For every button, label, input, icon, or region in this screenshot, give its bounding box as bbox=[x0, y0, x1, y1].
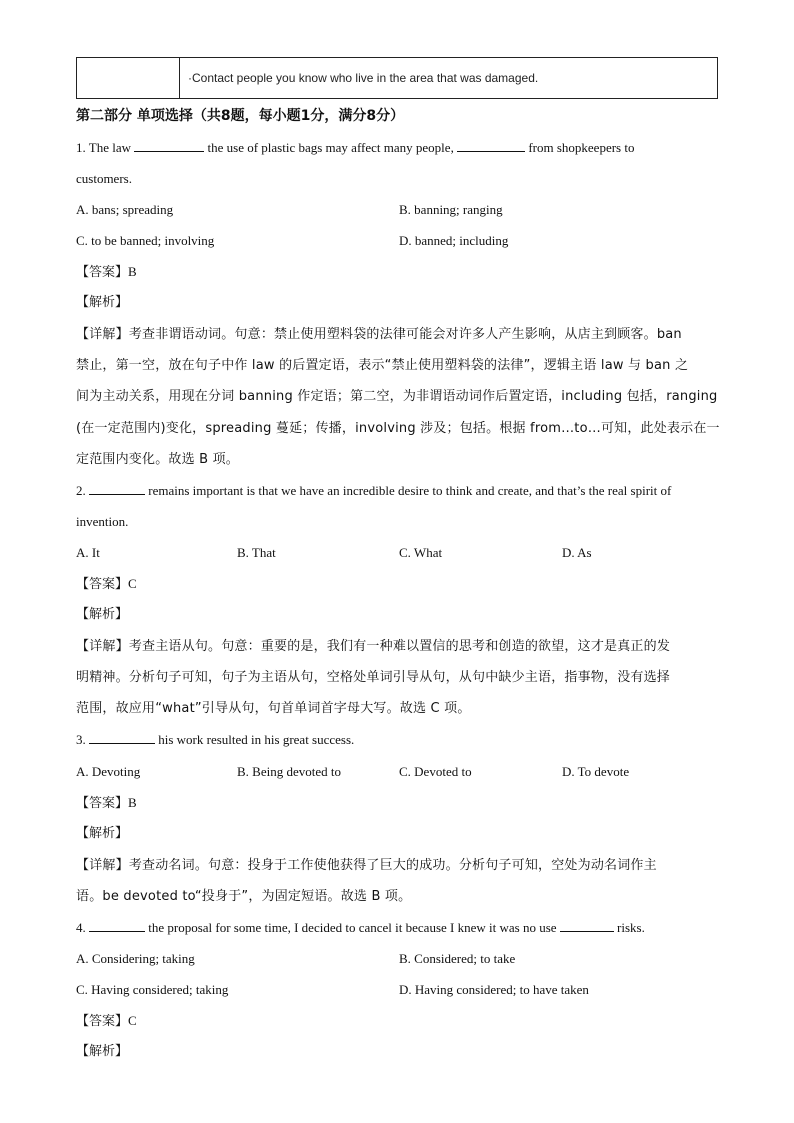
detail-line: 间为主动关系，用现在分词 banning 作定语；第二空，为非谓语动词作后置定语，including 包括，ranging bbox=[76, 389, 718, 404]
table-cell-empty bbox=[77, 58, 180, 98]
answer-blank bbox=[134, 139, 204, 152]
section-title: 第二部分 单项选择（共8题，每小题1分，满分8分） bbox=[76, 108, 405, 124]
option-a: A. Considering; taking bbox=[76, 951, 195, 966]
answer-blank bbox=[457, 139, 525, 152]
question-text: from shopkeepers to bbox=[528, 140, 635, 155]
question-text: risks. bbox=[617, 920, 645, 935]
question-text: The law bbox=[88, 140, 131, 155]
detail-tag: 【详解】 bbox=[76, 639, 129, 654]
question-3 bbox=[76, 731, 354, 749]
answer-blank bbox=[89, 482, 145, 495]
analysis-tag: 【解析】 bbox=[76, 826, 129, 841]
detail-line: (在一定范围内)变化，spreading 蔓延；传播，involving 涉及；包括。根据 from…to…可知，此处表示在一 bbox=[76, 421, 720, 436]
option-c: C. Having considered; taking bbox=[76, 982, 229, 997]
detail-line bbox=[76, 857, 657, 875]
question-text: the use of plastic bags may affect many people, bbox=[207, 140, 454, 155]
answer-value: C bbox=[128, 1013, 137, 1028]
detail-line: 禁止，第一空，放在句子中作 law 的后置定语，表示“禁止使用塑料袋的法律”，逻辑主语 law 与 ban 之 bbox=[76, 358, 689, 373]
detail-tag: 【详解】 bbox=[76, 327, 129, 342]
detail-text: 考查非谓语动词。句意：禁止使用塑料袋的法律可能会对许多人产生影响，从店主到顾客。ban bbox=[128, 327, 682, 342]
answer-tag: 【答案】 bbox=[76, 577, 129, 592]
option-c: C. What bbox=[399, 545, 443, 560]
answer-line bbox=[76, 575, 137, 594]
option-a: A. Devoting bbox=[76, 764, 141, 779]
option-b: B. banning; ranging bbox=[399, 202, 503, 217]
option-b: B. Being devoted to bbox=[237, 764, 341, 779]
answer-blank bbox=[89, 731, 155, 744]
answer-line bbox=[76, 263, 137, 282]
answer-tag: 【答案】 bbox=[76, 796, 129, 811]
detail-line: 范围，故应用“what”引导从句，句首单词首字母大写。故选 C 项。 bbox=[76, 701, 471, 716]
option-d: D. banned; including bbox=[399, 233, 509, 248]
question-text-continued: invention. bbox=[76, 514, 129, 529]
option-c: C. to be banned; involving bbox=[76, 233, 215, 248]
answer-blank bbox=[89, 919, 145, 932]
detail-tag: 【详解】 bbox=[76, 858, 129, 873]
question-number: 2. bbox=[76, 483, 86, 498]
question-4 bbox=[76, 919, 645, 937]
question-1 bbox=[76, 139, 634, 157]
detail-line: 定范围内变化。故选 B 项。 bbox=[76, 452, 239, 467]
analysis-tag: 【解析】 bbox=[76, 295, 129, 310]
detail-line bbox=[76, 638, 670, 656]
question-text: the proposal for some time, I decided to cancel it because I knew it was no use bbox=[148, 920, 557, 935]
answer-tag: 【答案】 bbox=[76, 1014, 129, 1029]
answer-value: C bbox=[128, 576, 137, 591]
option-a: A. bans; spreading bbox=[76, 202, 174, 217]
table-cell-text: ·Contact people you know who live in the area that was damaged. bbox=[188, 71, 539, 85]
question-2 bbox=[76, 482, 671, 500]
answer-value: B bbox=[128, 264, 137, 279]
answer-value: B bbox=[128, 795, 137, 810]
option-a: A. It bbox=[76, 545, 100, 560]
question-text-continued: customers. bbox=[76, 171, 132, 186]
answer-blank bbox=[560, 919, 614, 932]
option-b: B. Considered; to take bbox=[399, 951, 516, 966]
answer-line bbox=[76, 1012, 137, 1031]
question-number: 1. bbox=[76, 140, 86, 155]
answer-line bbox=[76, 794, 137, 813]
option-d: D. As bbox=[562, 545, 592, 560]
detail-text: 考查动名词。句意：投身于工作使他获得了巨大的成功。分析句子可知，空处为动名词作主 bbox=[128, 858, 657, 873]
option-b: B. That bbox=[237, 545, 276, 560]
detail-line: 明精神。分析句子可知，句子为主语从句，空格处单词引导从句，从句中缺少主语，指事物，没有选择 bbox=[76, 670, 671, 685]
analysis-tag: 【解析】 bbox=[76, 1044, 129, 1059]
question-text: his work resulted in his great success. bbox=[158, 732, 355, 747]
detail-line bbox=[76, 326, 682, 344]
option-d: D. Having considered; to have taken bbox=[399, 982, 589, 997]
detail-text: 考查主语从句。句意：重要的是，我们有一种难以置信的思考和创造的欲望，这才是真正的发 bbox=[128, 639, 671, 654]
question-text: remains important is that we have an incredible desire to think and create, and that’s the real spirit of bbox=[148, 483, 672, 498]
question-number: 4. bbox=[76, 920, 86, 935]
info-table-row bbox=[76, 57, 718, 99]
option-c: C. Devoted to bbox=[399, 764, 472, 779]
detail-line: 语。be devoted to“投身于”，为固定短语。故选 B 项。 bbox=[76, 889, 412, 904]
answer-tag: 【答案】 bbox=[76, 265, 129, 280]
question-number: 3. bbox=[76, 732, 86, 747]
option-d: D. To devote bbox=[562, 764, 630, 779]
analysis-tag: 【解析】 bbox=[76, 607, 129, 622]
